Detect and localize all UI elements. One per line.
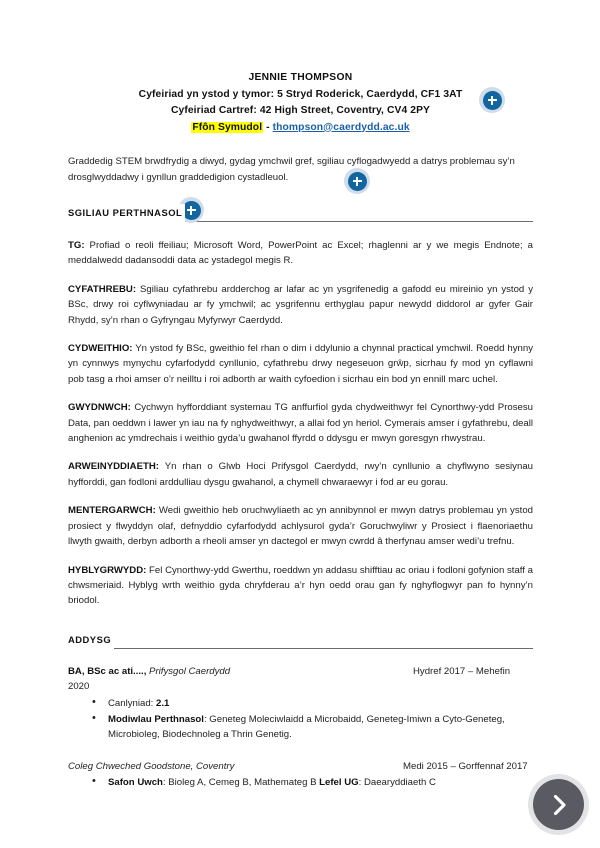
section-heading-education [68,631,533,651]
next-page-button[interactable] [528,774,589,835]
chevron-right-icon [533,779,584,830]
section-divider-education [68,648,533,649]
skill-text: Profiad o reoli ffeiliau; Microsoft Word, PowerPoint ac Excel; rhaglenni ar y we megis Endnote; a meddalwedd dadansoddi data ac ystadegol megis R. [68,240,533,267]
degree-title: BA, BSc ac ati...., [68,665,147,677]
contact-separator: - [263,121,273,133]
skill-text: Cychwyn hyfforddiant systemau TG anffurfiol gyda chydweithwyr fel Cynorthwy-ydd Prosesu Data, pan oeddwn i lawer yn iau na fy nghydweithwyr, a allai fod yn heriol. Cymerais amser i gyfathrebu, deall anghenion ac ymdrechais i weithio gyda’u gwahanol ffyrdd o ddysgu er mwyn goresgyn rhwystrau. [68,402,533,445]
add-comment-button-header[interactable] [479,87,505,113]
list-item [108,712,533,743]
candidate-name: JENNIE THOMPSON [248,72,353,83]
bullet-text: : Bioleg A, Cemeg B, Mathemateg B [162,777,320,789]
term-address: Cyfeiriad yn ystod y tymor: 5 Stryd Roderick, Caerdydd, CF1 3AT [138,88,463,100]
college-bullet-list [68,775,533,790]
skill-item-it [68,238,533,269]
bullet-label: Canlyniad: [108,697,156,709]
home-address: Cyfeiriad Cartref: 42 High Street, Coventry, CV4 2PY [170,105,431,116]
skill-text: Fel Cynorthwy-ydd Gwerthu, roeddwn yn addasu shifftiau ac oriau i fodloni gofynion staff a chwsmeriaid. Hyblyg wrth weithio gyda chryfderau a’r hyn oedd orau gan fy nghyflogwyr pan fo hynny’n briodol. [68,564,533,607]
skill-label: MENTERGARWCH: [68,505,156,517]
contact-line [68,120,533,137]
skill-item-flexibility [68,563,533,609]
email-link[interactable]: thompson@caerdydd.ac.uk [272,121,410,133]
skill-label: GWYDNWCH: [68,402,131,414]
degree-dates: Hydref 2017 – Mehefin [413,665,511,677]
college-institution: Coleg Chweched Goodstone, Coventry [68,760,235,772]
skill-label: HYBLYGRWYDD: [68,564,147,576]
resume-content [68,70,533,792]
skill-item-initiative [68,503,533,549]
profile-summary: Graddedig STEM brwdfrydig a diwyd, gydag ymchwil gref, sgiliau cyflogadwyedd a datrys problemau sy’n drosglwyddadwy i gynllun graddedigion cystadleuol. [68,156,515,183]
skill-item-teamwork [68,341,533,387]
bullet-text: : Geneteg Moleciwlaidd a Microbaidd, Geneteg-Imiwn a Cyto-Geneteg, Microbioleg, Biodechnoleg a Thrin Genetig. [108,713,505,741]
skill-label: CYDWEITHIO: [68,343,133,355]
education-entry-degree [68,664,533,743]
skill-label: ARWEINYDDIAETH: [68,461,159,473]
skill-item-communication [68,282,533,328]
skill-label: CYFATHREBU: [68,283,137,295]
skill-text: Yn rhan o Glwb Hoci Prifysgol Caerdydd, rwy’n cynllunio a chyflwyno sesiynau hyfforddi, gan fodloni arddulliau dysgu gwahanol, a chymell chwaraewyr i fod ar eu gorau. [68,461,533,488]
skill-label: TG: [68,240,85,251]
plus-icon [348,172,367,191]
skill-item-resilience [68,400,533,446]
section-title-skills: SGILIAU PERTHNASOL [68,207,183,219]
education-entry-college [68,759,533,791]
skill-item-leadership [68,459,533,490]
list-item [108,775,533,790]
college-dates: Medi 2015 – Gorffennaf 2017 [403,760,528,772]
degree-institution: Prifysgol Caerdydd [146,665,231,677]
resume-header [68,70,533,136]
degree-dates-wrap: 2020 [68,681,90,693]
skill-text: Wedi gweithio heb oruchwyliaeth ac yn annibynnol er mwyn datrys problemau yn ystod prosiect y flwyddyn olaf, defnyddio cyfarfodydd achlysurol gyda’r Goruchwyliwr y Prosiect i flaenoriaethu llwyth gwaith, derbyn adborth a rheoli amser yn dactegol er mwyn cwrdd â therfynau amser wedi’u trefnu. [68,505,533,548]
phone-label: Ffôn Symudol [192,121,263,133]
section-title-education: ADDYSG [68,633,112,645]
bullet-label: Modiwlau Perthnasol [108,713,204,725]
list-item [108,696,533,711]
plus-icon [483,91,502,110]
education-entry-header [68,759,533,774]
add-comment-button-intro[interactable] [344,168,370,194]
bullet-label: Safon Uwch [108,777,163,789]
section-heading-skills [68,204,533,224]
skill-text: Yn ystod fy BSc, gweithio fel rhan o dim i ddylunio a chynnal practical ymchwil. Roedd hynny yn cynnwys mynychu cyfarfodydd cynllunio, cyfathrebu drwy negeseuon grŵp, sicrhau fy mod yn cyflawni pob tasg a rhoi amser o’r neilltu i roi adborth ar waith cyfoedion i sicrhau ein bod yn ennill marc uchel. [68,343,533,385]
skill-text: Sgiliau cyfathrebu ardderchog ar lafar ac yn ysgrifenedig a gafodd eu mireinio yn ystod y BSc, drwy roi cyflwyniadau ar fy ymchwil; ac ysgrifennu erthyglau papur newydd diddorol ar gyfer Gair Rhydd, sy’n rhan o Gyfryngau Myfyrwyr Caerdydd. [68,283,533,326]
education-entry-header [68,664,533,679]
degree-bullet-list [68,696,533,743]
bullet-text-secondary: : Daearyddiaeth C [358,777,436,789]
bullet-label-secondary: Lefel UG [319,777,359,789]
bullet-value: 2.1 [156,697,170,709]
